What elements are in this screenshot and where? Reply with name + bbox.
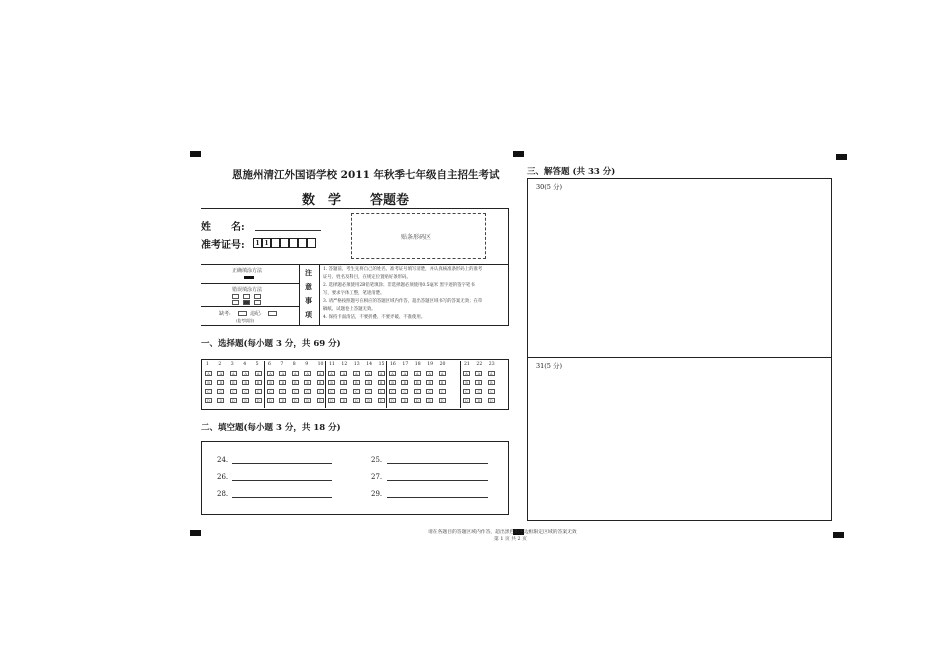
fill-blank-line[interactable] [387, 463, 488, 464]
answer-bubble-a[interactable]: A [242, 371, 249, 376]
answer-bubble-b[interactable]: B [267, 380, 274, 385]
answer-bubble-d[interactable]: D [353, 398, 360, 403]
barcode-area [351, 213, 486, 259]
question-number: 13 [353, 362, 360, 367]
choice-group-divider [325, 361, 326, 408]
fill-item-label: 25. [371, 456, 383, 464]
answer-bubble-a[interactable]: A [389, 371, 396, 376]
answer-bubble-c[interactable]: C [439, 389, 446, 394]
answer-bubble-c[interactable]: C [340, 389, 347, 394]
question-number: 22 [476, 362, 483, 367]
violation-checkbox[interactable] [268, 311, 277, 316]
question-30-answer-space[interactable] [528, 192, 831, 356]
divider [201, 283, 299, 284]
answer-bubble-a[interactable]: A [414, 371, 421, 376]
answer-bubble-d[interactable]: D [463, 398, 470, 403]
registration-mark [513, 151, 524, 157]
exam-digit: 1 [262, 238, 271, 248]
correct-fill-sample [244, 276, 254, 279]
registration-mark [190, 530, 201, 536]
answer-bubble-c[interactable]: C [463, 389, 470, 394]
question-number: 15 [378, 362, 385, 367]
question-number: 21 [464, 362, 470, 367]
answer-bubble-c[interactable]: C [401, 389, 408, 394]
answer-bubble-b[interactable]: B [242, 380, 249, 385]
note-line: 写，要求字体工整，笔迹清楚。 [323, 291, 385, 296]
answer-bubble-b[interactable]: B [217, 380, 224, 385]
note-line: 1. 答题前，考生先将自己的姓名、准考证号填写清楚，并认真核准条形码上的准考 [323, 267, 483, 272]
answer-bubble-d[interactable]: D [365, 398, 372, 403]
question-number: 20 [439, 362, 446, 367]
wrong-fill-sample [254, 294, 261, 299]
answer-bubble-b[interactable]: B [401, 380, 408, 385]
answer-bubble-b[interactable]: B [475, 380, 482, 385]
answer-bubble-a[interactable]: A [205, 371, 212, 376]
answer-bubble-b[interactable]: B [378, 380, 385, 385]
fill-blank-line[interactable] [232, 480, 332, 481]
answer-bubble-b[interactable]: B [414, 380, 421, 385]
exam-digit: 1 [253, 238, 262, 248]
note-line: 2. 选择题必须使用2B铅笔填涂；非选择题必须使用0.5毫米 黑字迹的签字笔书 [323, 283, 475, 288]
page-number: 第 1 页 共 2 页 [494, 537, 527, 542]
answer-bubble-c[interactable]: C [304, 389, 311, 394]
fill-item-label: 24. [217, 456, 229, 464]
answer-bubble-b[interactable]: B [205, 380, 212, 385]
answer-bubble-a[interactable]: A [230, 371, 237, 376]
note-line: 3. 请严格按照题号在相应的答题区域内作答，超出答题区域书写的答案无效；在草 [323, 299, 483, 304]
note-line: 4. 保持卡面清洁，不要折叠、不要弄破、不准使用。 [323, 315, 426, 320]
footer-warning: 请在各题目的答题区域内作答，超出黑色矩形边框限定区域的答案无效 [428, 530, 577, 535]
answer-bubble-a[interactable]: A [426, 371, 433, 376]
sheet-title: 答题卷 [370, 193, 410, 208]
exam-number-label: 准考证号: [201, 240, 245, 251]
wrong-fill-sample [232, 300, 239, 305]
answer-bubble-a[interactable]: A [255, 371, 262, 376]
question-31-label: 31(5 分) [536, 362, 563, 370]
answer-bubble-b[interactable]: B [389, 380, 396, 385]
answer-bubble-b[interactable]: B [230, 380, 237, 385]
subject-title: 数 学 [302, 193, 342, 208]
note-line: 证号、姓名及科目，在规定位置贴好条形码。 [323, 275, 411, 280]
answer-bubble-d[interactable]: D [488, 398, 495, 403]
answer-bubble-d[interactable]: D [475, 398, 482, 403]
question-number: 5 [255, 362, 259, 367]
registration-mark [833, 532, 844, 538]
answer-bubble-d[interactable]: D [205, 398, 212, 403]
notes-header-char: 意 [305, 282, 312, 291]
answer-bubble-b[interactable]: B [463, 380, 470, 385]
answer-bubble-c[interactable]: C [475, 389, 482, 394]
answer-bubble-d[interactable]: D [414, 398, 421, 403]
answer-bubble-b[interactable]: B [353, 380, 360, 385]
wrong-fill-sample [243, 294, 250, 299]
answer-bubble-a[interactable]: A [267, 371, 274, 376]
answer-bubble-c[interactable]: C [365, 389, 372, 394]
answer-bubble-a[interactable]: A [353, 371, 360, 376]
question-number: 11 [329, 362, 335, 367]
answer-bubble-c[interactable]: C [328, 389, 335, 394]
question-number: 23 [488, 362, 495, 367]
question-number: 17 [402, 362, 409, 367]
answer-bubble-d[interactable]: D [317, 398, 324, 403]
choice-group-divider [460, 361, 461, 408]
answer-bubble-b[interactable]: B [488, 380, 495, 385]
fill-blank-line[interactable] [387, 497, 488, 498]
answer-bubble-c[interactable]: C [267, 389, 274, 394]
answer-bubble-c[interactable]: C [488, 389, 495, 394]
answer-bubble-c[interactable]: C [255, 389, 262, 394]
answer-bubble-d[interactable]: D [255, 398, 262, 403]
divider [201, 264, 509, 265]
exam-digit-box[interactable] [271, 238, 280, 248]
exam-digit-box[interactable] [307, 238, 316, 248]
answer-bubble-b[interactable]: B [365, 380, 372, 385]
name-field[interactable] [255, 230, 321, 231]
answer-bubble-d[interactable]: D [389, 398, 396, 403]
answer-bubble-c[interactable]: C [205, 389, 212, 394]
answer-bubble-d[interactable]: D [279, 398, 286, 403]
answer-bubble-b[interactable]: B [304, 380, 311, 385]
answer-bubble-a[interactable]: A [328, 371, 335, 376]
question-number: 8 [292, 362, 296, 367]
section-choice-heading: 一、选择题(每小题 3 分，共 69 分) [201, 339, 341, 349]
answer-bubble-a[interactable]: A [401, 371, 408, 376]
notes-header-char: 注 [305, 268, 312, 277]
answer-bubble-d[interactable]: D [426, 398, 433, 403]
fill-item-label: 27. [371, 473, 383, 481]
question-number: 1 [206, 362, 209, 367]
exam-digit-box[interactable] [280, 238, 289, 248]
answer-bubble-d[interactable]: D [292, 398, 299, 403]
answer-bubble-c[interactable]: C [230, 389, 237, 394]
answer-bubble-b[interactable]: B [292, 380, 299, 385]
section-answer-heading: 三、解答题 (共 33 分) [527, 167, 616, 177]
answer-bubble-b[interactable]: B [279, 380, 286, 385]
answer-bubble-c[interactable]: C [426, 389, 433, 394]
question-number: 10 [317, 362, 324, 367]
wrong-fill-sample [254, 300, 261, 305]
answer-bubble-b[interactable]: B [317, 380, 324, 385]
answer-bubble-c[interactable]: C [242, 389, 249, 394]
wrong-fill-label: 错误填涂方法 [232, 287, 263, 293]
question-number: 16 [390, 362, 396, 367]
question-number: 7 [280, 362, 284, 367]
notes-list [323, 266, 507, 324]
question-number: 6 [268, 362, 271, 367]
answer-bubble-b[interactable]: B [340, 380, 347, 385]
question-number: 12 [341, 362, 348, 367]
answer-bubble-b[interactable]: B [426, 380, 433, 385]
answer-bubble-a[interactable]: A [279, 371, 286, 376]
answer-bubble-b[interactable]: B [439, 380, 446, 385]
notes-header-char: 事 [305, 296, 312, 305]
section-fill-heading: 二、填空题(每小题 3 分，共 18 分) [201, 423, 341, 433]
answer-bubble-b[interactable]: B [255, 380, 262, 385]
answer-bubble-b[interactable]: B [328, 380, 335, 385]
answer-bubble-a[interactable]: A [365, 371, 372, 376]
answer-bubble-a[interactable]: A [304, 371, 311, 376]
wrong-fill-sample [232, 294, 239, 299]
fill-blank-line[interactable] [232, 497, 332, 498]
fill-item-label: 28. [217, 490, 229, 498]
answer-bubble-d[interactable]: D [242, 398, 249, 403]
exam-digit-box[interactable] [298, 238, 307, 248]
answer-bubble-c[interactable]: C [378, 389, 385, 394]
answer-bubble-d[interactable]: D [340, 398, 347, 403]
note-line: 稿纸、试题卷上答题无效。 [323, 307, 376, 312]
answer-bubble-a[interactable]: A [475, 371, 482, 376]
fill-blank-line[interactable] [232, 463, 332, 464]
fill-blank-box [201, 441, 509, 515]
question-number: 14 [366, 362, 373, 367]
answer-bubble-d[interactable]: D [217, 398, 224, 403]
answer-bubble-a[interactable]: A [378, 371, 385, 376]
answer-bubble-c[interactable]: C [279, 389, 286, 394]
correct-fill-label: 正确填涂方法 [232, 268, 263, 274]
answer-bubble-c[interactable]: C [389, 389, 396, 394]
question-number: 19 [427, 362, 434, 367]
answer-bubble-d[interactable]: D [304, 398, 311, 403]
answer-bubble-d[interactable]: D [267, 398, 274, 403]
answer-bubble-c[interactable]: C [414, 389, 421, 394]
fill-item-label: 26. [217, 473, 229, 481]
notes-header-char: 项 [305, 310, 312, 319]
answer-bubble-d[interactable]: D [230, 398, 237, 403]
name-label: 姓 名: [201, 222, 245, 233]
choice-group-divider [386, 361, 387, 408]
answer-bubble-d[interactable]: D [401, 398, 408, 403]
answer-bubble-a[interactable]: A [217, 371, 224, 376]
divider [319, 264, 320, 326]
question-number: 3 [230, 362, 234, 367]
absent-checkbox[interactable] [238, 311, 247, 316]
answer-bubble-d[interactable]: D [439, 398, 446, 403]
choice-group-divider [264, 361, 265, 408]
answer-bubble-a[interactable]: A [292, 371, 299, 376]
absent-label: 缺考: [219, 311, 231, 317]
violation-label: 违纪: [250, 311, 262, 317]
fill-blank-line[interactable] [387, 480, 488, 481]
answer-bubble-a[interactable]: A [317, 371, 324, 376]
proctor-note: (监考填涂) [236, 318, 255, 323]
answer-bubble-d[interactable]: D [328, 398, 335, 403]
wrong-fill-sample [243, 300, 250, 305]
answer-bubble-c[interactable]: C [317, 389, 324, 394]
answer-bubble-a[interactable]: A [488, 371, 495, 376]
question-number: 4 [243, 362, 247, 367]
answer-bubble-a[interactable]: A [463, 371, 470, 376]
fill-item-label: 29. [371, 490, 383, 498]
answer-divider [527, 357, 832, 358]
question-number: 9 [305, 362, 309, 367]
question-30-label: 30(5 分) [536, 183, 563, 191]
question-number: 18 [414, 362, 421, 367]
divider [201, 306, 299, 307]
answer-bubble-c[interactable]: C [292, 389, 299, 394]
divider [299, 264, 300, 326]
question-31-answer-space[interactable] [528, 371, 831, 520]
answer-bubble-a[interactable]: A [439, 371, 446, 376]
exam-title: 恩施州清江外国语学校 2011 年秋季七年级自主招生考试 [232, 169, 500, 181]
exam-digit-box[interactable] [289, 238, 298, 248]
answer-bubble-a[interactable]: A [340, 371, 347, 376]
choice-grid-cells [201, 359, 509, 410]
question-number: 2 [218, 362, 222, 367]
answer-bubble-c[interactable]: C [217, 389, 224, 394]
answer-bubble-d[interactable]: D [378, 398, 385, 403]
registration-mark [836, 154, 847, 160]
answer-bubble-c[interactable]: C [353, 389, 360, 394]
barcode-area-label: 贴条形码区 [401, 234, 432, 241]
registration-mark [190, 151, 201, 157]
